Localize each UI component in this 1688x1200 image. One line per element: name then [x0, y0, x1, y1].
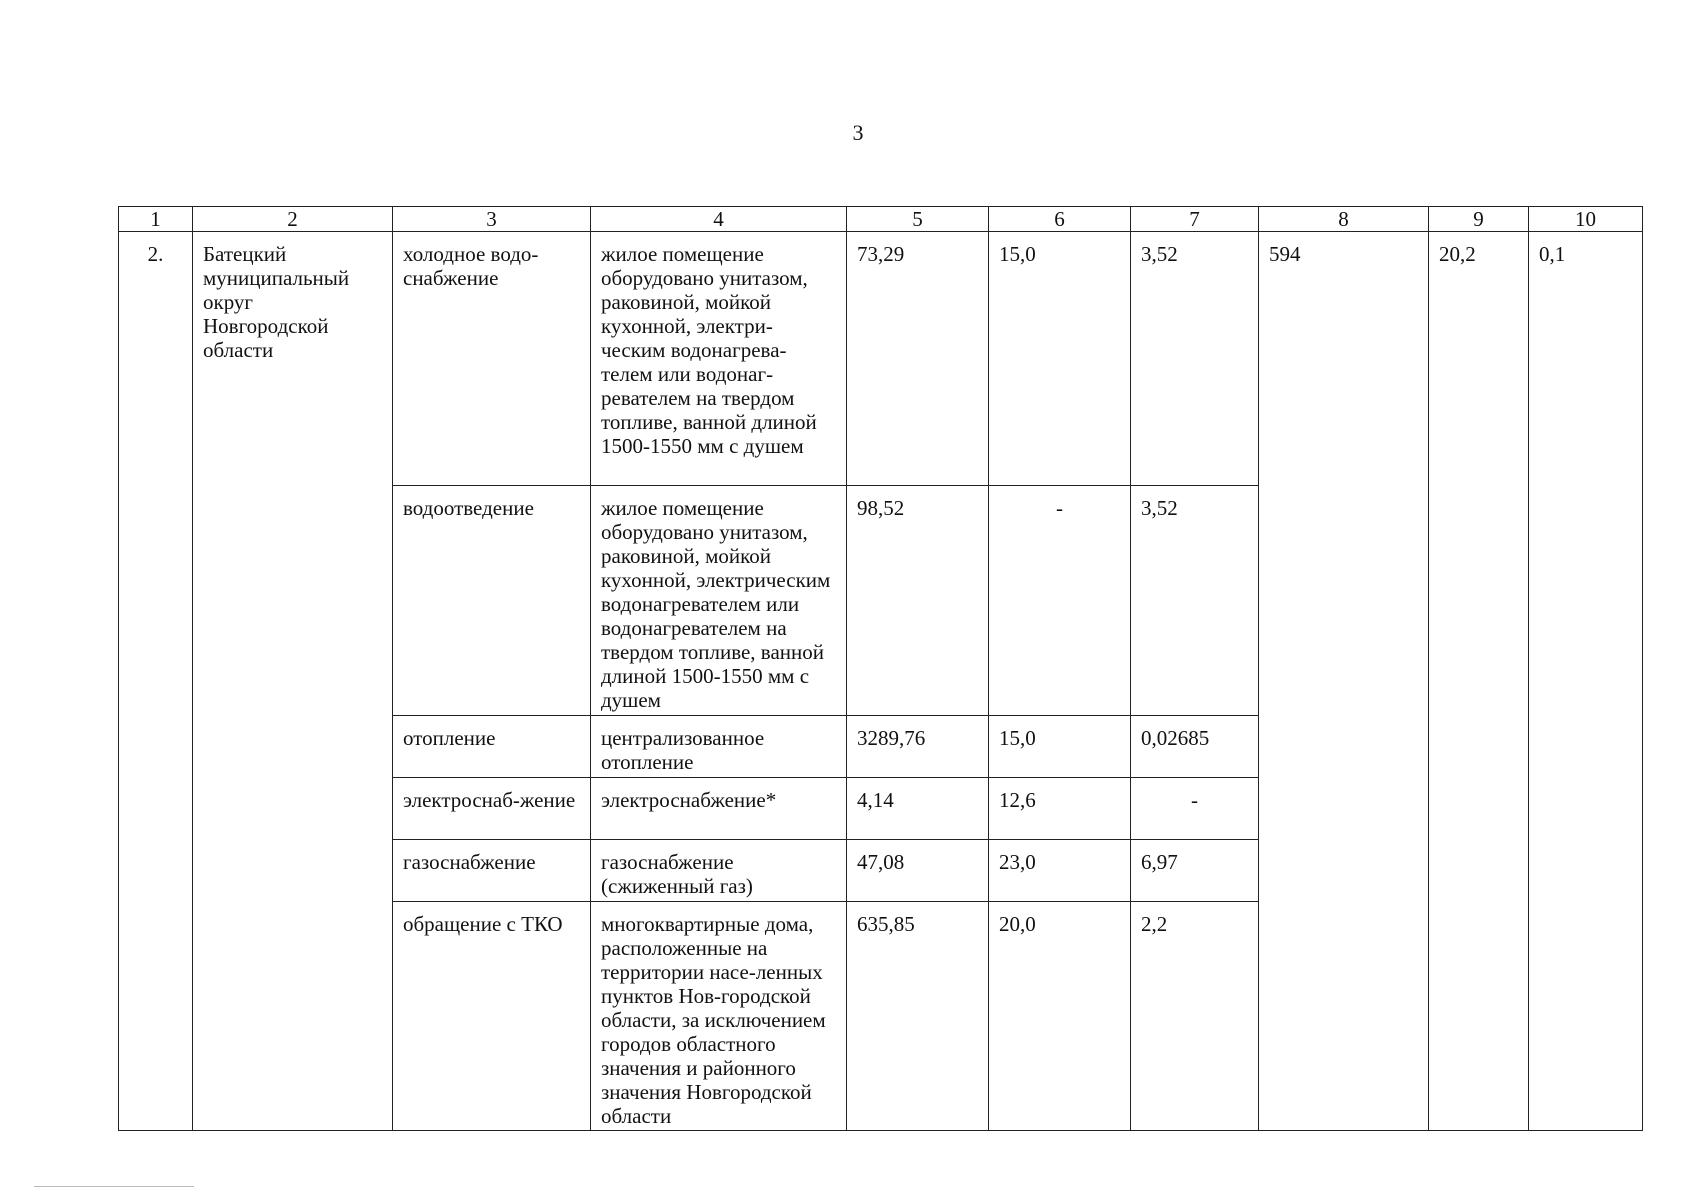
service-description: многоквартирные дома, расположенные на территории насе-ленных пунктов Нов-городской области, за исключением городов областного значения и районного значения Новгородской области — [591, 902, 847, 1131]
header-cell: 5 — [847, 207, 989, 232]
page-number: 3 — [852, 120, 864, 145]
value-col10: 0,1 — [1529, 232, 1643, 1131]
value-col6: 20,0 — [989, 902, 1131, 1131]
value-col9: 20,2 — [1429, 232, 1529, 1131]
table-row — [119, 232, 1643, 486]
value-col5: 3289,76 — [847, 716, 989, 778]
value-col6: 12,6 — [989, 778, 1131, 840]
value-col5: 98,52 — [847, 486, 989, 716]
value-col5: 73,29 — [847, 232, 989, 486]
value-col5: 635,85 — [847, 902, 989, 1131]
value-col7: 2,2 — [1131, 902, 1259, 1131]
service-description: централизованное отопление — [591, 716, 847, 778]
header-cell: 7 — [1131, 207, 1259, 232]
municipality-name: Батецкий муниципальный округ Новгородской области — [193, 232, 393, 1131]
value-col7: 6,97 — [1131, 840, 1259, 902]
service-name: электроснаб-жение — [393, 778, 591, 840]
value-col6: 15,0 — [989, 716, 1131, 778]
header-row — [119, 207, 1643, 232]
value-col6: - — [989, 486, 1131, 716]
tariff-table — [118, 206, 1643, 1131]
row-number: 2. — [119, 232, 193, 1131]
header-cell: 10 — [1529, 207, 1643, 232]
service-description: газоснабжение (сжиженный газ) — [591, 840, 847, 902]
scan-artifact-line — [34, 1186, 194, 1187]
value-col7: 0,02685 — [1131, 716, 1259, 778]
value-col7: - — [1131, 778, 1259, 840]
header-cell: 1 — [119, 207, 193, 232]
header-cell: 4 — [591, 207, 847, 232]
header-cell: 3 — [393, 207, 591, 232]
service-name: водоотведение — [393, 486, 591, 716]
service-name: отопление — [393, 716, 591, 778]
value-col6: 15,0 — [989, 232, 1131, 486]
header-cell: 2 — [193, 207, 393, 232]
value-col8: 594 — [1259, 232, 1429, 1131]
service-description: жилое помещение оборудовано унитазом, раковиной, мойкой кухонной, электрическим водонагревателем или водонагревателем на твердом топливе, ванной длиной 1500-1550 мм с душем — [591, 486, 847, 716]
value-col7: 3,52 — [1131, 232, 1259, 486]
service-name: холодное водо-снабжение — [393, 232, 591, 486]
header-cell: 8 — [1259, 207, 1429, 232]
value-col5: 47,08 — [847, 840, 989, 902]
value-col6: 23,0 — [989, 840, 1131, 902]
value-col7: 3,52 — [1131, 486, 1259, 716]
header-cell: 6 — [989, 207, 1131, 232]
header-cell: 9 — [1429, 207, 1529, 232]
service-name: обращение с ТКО — [393, 902, 591, 1131]
service-description: электроснабжение* — [591, 778, 847, 840]
service-description: жилое помещение оборудовано унитазом, раковиной, мойкой кухонной, электри-ческим водонагрева-телем или водонаг-ревателем на твердом топливе, ванной длиной 1500-1550 мм с душем — [591, 232, 847, 486]
value-col5: 4,14 — [847, 778, 989, 840]
service-name: газоснабжение — [393, 840, 591, 902]
